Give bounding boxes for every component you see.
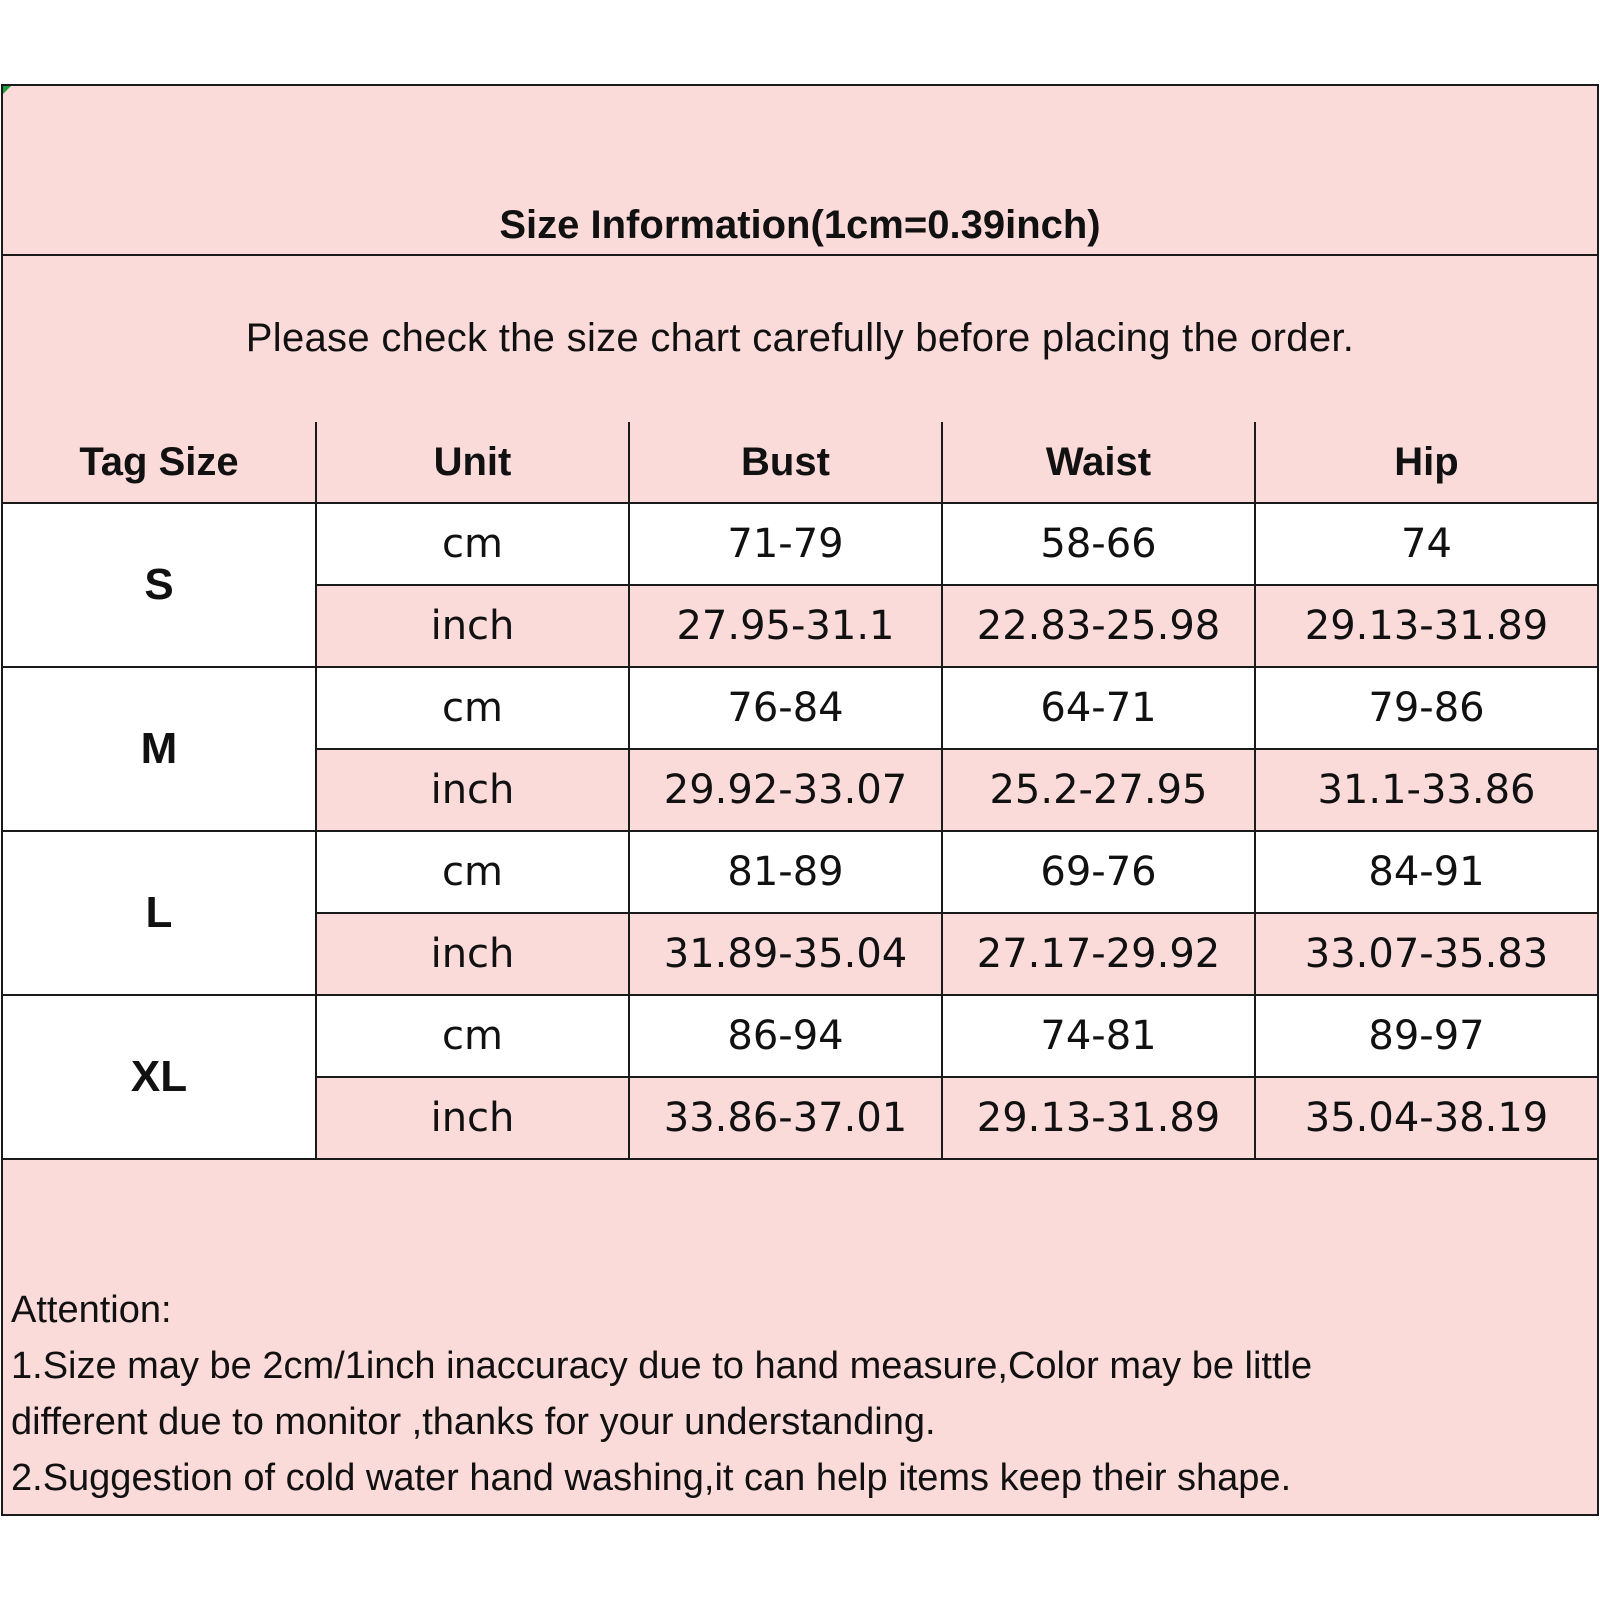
hip-cell: 33.07-35.83 [1255, 913, 1597, 995]
hip-cell: 84-91 [1255, 831, 1597, 913]
attention-line: 2.Suggestion of cold water hand washing,it can help items keep their shape. [11, 1457, 1292, 1499]
tag-size-cell: L [3, 831, 316, 995]
bust-cell: 71-79 [629, 503, 942, 585]
notice-band [3, 254, 1597, 424]
header-hip: Hip [1255, 422, 1597, 503]
title-band [3, 86, 1597, 256]
waist-cell: 64-71 [942, 667, 1255, 749]
unit-cell: cm [316, 667, 629, 749]
unit-cell: cm [316, 831, 629, 913]
bust-cell: 81-89 [629, 831, 942, 913]
waist-cell: 69-76 [942, 831, 1255, 913]
attention-line: different due to monitor ,thanks for your understanding. [11, 1401, 936, 1443]
tag-size-cell: XL [3, 995, 316, 1159]
hip-cell: 74 [1255, 503, 1597, 585]
bust-cell: 29.92-33.07 [629, 749, 942, 831]
unit-cell: inch [316, 749, 629, 831]
tag-size-cell: M [3, 667, 316, 831]
waist-cell: 29.13-31.89 [942, 1077, 1255, 1159]
bust-cell: 86-94 [629, 995, 942, 1077]
unit-cell: cm [316, 503, 629, 585]
unit-cell: cm [316, 995, 629, 1077]
size-chart [1, 84, 1599, 1516]
table-row [3, 667, 1597, 749]
waist-cell: 58-66 [942, 503, 1255, 585]
bust-cell: 33.86-37.01 [629, 1077, 942, 1159]
header-tag-size: Tag Size [3, 422, 316, 503]
unit-cell: inch [316, 585, 629, 667]
attention-line: 1.Size may be 2cm/1inch inaccuracy due to hand measure,Color may be little [11, 1345, 1313, 1387]
bust-cell: 76-84 [629, 667, 942, 749]
header-unit: Unit [316, 422, 629, 503]
hip-cell: 35.04-38.19 [1255, 1077, 1597, 1159]
table-row [3, 503, 1597, 585]
size-info-title: Size Information(1cm=0.39inch) [499, 203, 1101, 247]
waist-cell: 27.17-29.92 [942, 913, 1255, 995]
attention-heading: Attention: [11, 1289, 172, 1331]
tag-size-cell: S [3, 503, 316, 667]
header-waist: Waist [942, 422, 1255, 503]
hip-cell: 89-97 [1255, 995, 1597, 1077]
hip-cell: 79-86 [1255, 667, 1597, 749]
waist-cell: 25.2-27.95 [942, 749, 1255, 831]
bust-cell: 31.89-35.04 [629, 913, 942, 995]
bust-cell: 27.95-31.1 [629, 585, 942, 667]
header-bust: Bust [629, 422, 942, 503]
table-row [3, 831, 1597, 913]
waist-cell: 22.83-25.98 [942, 585, 1255, 667]
hip-cell: 31.1-33.86 [1255, 749, 1597, 831]
order-notice: Please check the size chart carefully before placing the order. [245, 315, 1355, 360]
attention-notes [11, 1282, 1577, 1506]
unit-cell: inch [316, 1077, 629, 1159]
table-header-row [3, 422, 1597, 503]
hip-cell: 29.13-31.89 [1255, 585, 1597, 667]
unit-cell: inch [316, 913, 629, 995]
table-row [3, 995, 1597, 1077]
waist-cell: 74-81 [942, 995, 1255, 1077]
size-table [3, 422, 1597, 1160]
